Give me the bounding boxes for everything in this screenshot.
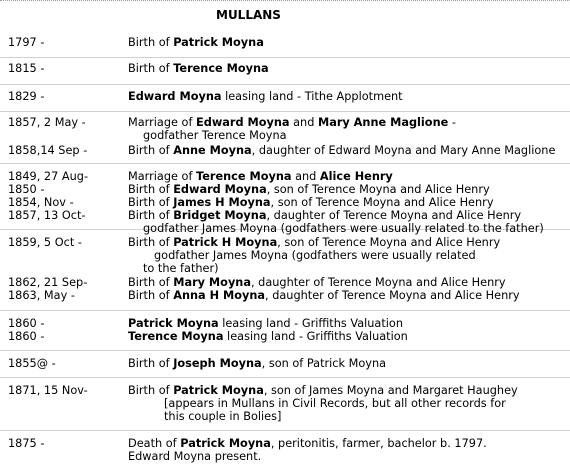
entry-description [128,237,568,275]
entry-text: , daughter of Terence Moyna and Alice Henry [266,209,522,222]
entry-date: 1815 - [8,62,45,75]
entry-text: Birth of [128,276,174,289]
row-separator [0,57,570,58]
entry-date: 1855@ - [8,357,56,370]
row-separator [0,350,570,351]
entry-description [128,290,568,303]
entry-line [128,63,568,76]
person-name: Terence Moyna [196,170,292,183]
entry-text: godfather Terence Moyna [143,128,287,142]
entry-text: , daughter of Edward Moyna and Mary Anne Maglione [251,144,556,157]
entry-date: 1860 - [8,330,45,343]
entry-text: Marriage of [128,170,197,183]
entry-date: 1850 - [8,183,45,196]
entry-text: [appears in Mullans in Civil Records, but all other records for [164,396,506,410]
entry-text: and [291,170,320,183]
entry-line [128,197,568,210]
entry-text: Edward Moyna present. [128,449,262,463]
entry-line [128,145,568,158]
entry-description [128,197,568,210]
entry-line [128,37,568,50]
top-dotted-rule [0,0,570,4]
entry-text: , son of Terence Moyna and Alice Henry [277,236,501,249]
person-name: Terence Moyna [173,62,269,75]
entry-line [128,263,568,276]
entry-text: Birth of [128,209,174,222]
entry-line [128,91,568,104]
entry-line [128,411,568,424]
person-name: Patrick Moyna [180,437,271,450]
entry-date: 1860 - [8,317,45,330]
entry-line [128,358,568,371]
person-name: Edward Moyna [128,90,222,103]
entry-description [128,331,568,344]
entry-date: 1875 - [8,437,45,450]
person-name: Anna H Moyna [173,289,266,302]
entry-text: to the father) [143,261,219,275]
person-name: Patrick Moyna [128,317,219,330]
entry-date: 1854, Nov - [8,196,74,209]
entry-text: and [289,116,318,129]
entry-description [128,184,568,197]
entry-text: Death of [128,437,181,450]
entry-line [128,277,568,290]
entry-description [128,63,568,76]
entry-description [128,277,568,290]
person-name: Terence Moyna [128,330,224,343]
entry-text: Birth of [128,384,174,397]
entry-text: leasing land - Griffiths Valuation [223,330,408,343]
entry-description [128,318,568,331]
row-separator [0,84,570,85]
page-title: MULLANS [216,8,281,22]
entry-text: Birth of [128,236,174,249]
entry-date: 1863, May - [8,289,75,302]
entry-line [128,184,568,197]
entry-text: leasing land - Griffiths Valuation [218,317,403,330]
entry-text: leasing land - Tithe Applotment [221,90,403,103]
entry-date: 1862, 21 Sep- [8,276,88,289]
person-name: Patrick Moyna [173,384,264,397]
entry-text: , son of Terence Moyna and Alice Henry [270,196,494,209]
person-name: Patrick H Moyna [173,236,278,249]
entry-description [128,117,568,143]
entry-date: 1797 - [8,36,45,49]
entry-line [128,331,568,344]
entry-description [128,91,568,104]
entry-line [128,223,568,236]
person-name: Patrick Moyna [173,36,264,49]
person-name: Edward Moyna [196,116,290,129]
entry-description [128,358,568,371]
entry-text: - [448,116,456,129]
entry-text: , son of James Moyna and Margaret Haughey [263,384,518,397]
entry-description [128,171,568,184]
entry-date: 1858,14 Sep - [8,144,88,157]
row-separator [0,430,570,431]
entry-text: , son of Terence Moyna and Alice Henry [266,183,490,196]
entry-text: Marriage of [128,116,197,129]
row-separator [0,111,570,112]
person-name: Mary Moyna [173,276,251,289]
entry-date: 1857, 13 Oct- [8,209,86,222]
person-name: Alice Henry [319,170,393,183]
entry-text: Birth of [128,36,174,49]
entry-line [128,290,568,303]
entry-text: , daughter of Terence Moyna and Alice Henry [265,289,520,302]
person-name: James H Moyna [173,196,271,209]
entry-description [128,145,568,158]
person-name: Bridget Moyna [173,209,267,222]
entry-date: 1859, 5 Oct - [8,236,82,249]
entry-description [128,385,568,423]
person-name: Edward Moyna [173,183,267,196]
entry-text: Birth of [128,62,174,75]
entry-text: Birth of [128,196,174,209]
entry-text: Birth of [128,357,174,370]
entry-line [128,171,568,184]
entry-line [128,130,568,143]
person-name: Anne Moyna [173,144,252,157]
entry-date: 1857, 2 May - [8,116,86,129]
entry-description [128,438,568,464]
entry-date: 1871, 15 Nov- [8,384,88,397]
row-separator [0,377,570,378]
person-name: Mary Anne Maglione [317,116,449,129]
entry-text: Birth of [128,144,174,157]
entry-line [128,451,568,464]
entry-text: , peritonitis, farmer, bachelor b. 1797. [270,437,487,450]
row-separator [0,163,570,164]
person-name: Joseph Moyna [173,357,262,370]
entry-date: 1849, 27 Aug- [8,170,89,183]
entry-text: this couple in Bolies] [164,409,282,423]
entry-text: godfather James Moyna (godfathers were usually related to the father) [143,221,544,235]
entry-description [128,37,568,50]
entry-text: , daughter of Terence Moyna and Alice Henry [250,276,506,289]
entry-line [128,318,568,331]
entry-date: 1829 - [8,90,45,103]
entry-text: , son of Patrick Moyna [261,357,387,370]
entry-text: Birth of [128,289,174,302]
entry-description [128,210,568,236]
row-separator [0,310,570,311]
entry-text: Birth of [128,183,174,196]
entry-text: godfather James Moyna (godfathers were usually related [154,248,476,262]
